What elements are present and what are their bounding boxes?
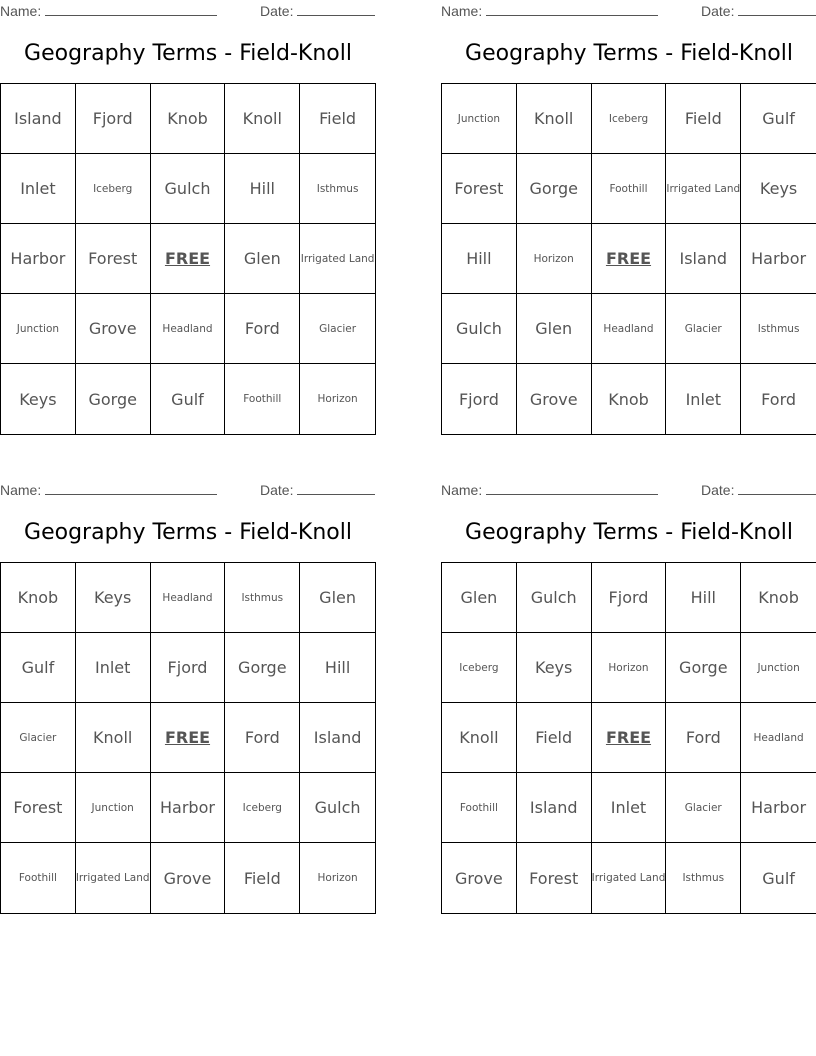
bingo-cell[interactable]: Harbor <box>741 224 816 294</box>
bingo-cell[interactable]: Forest <box>442 154 517 224</box>
bingo-cell[interactable]: Horizon <box>592 633 667 703</box>
date-label: Date: <box>260 482 294 498</box>
card-title: Geography Terms - Field-Knoll <box>465 41 793 66</box>
name-label: Name: <box>0 482 42 498</box>
name-label: Name: <box>0 3 42 19</box>
bingo-cell[interactable]: Island <box>1 84 76 154</box>
bingo-cell[interactable]: Field <box>666 84 741 154</box>
bingo-cell[interactable]: Foothill <box>1 843 76 913</box>
bingo-cell[interactable]: Gulch <box>442 294 517 364</box>
bingo-cell[interactable]: Knoll <box>76 703 151 773</box>
name-blank-line[interactable] <box>45 2 217 16</box>
bingo-cell[interactable]: Inlet <box>592 773 667 843</box>
bingo-cell[interactable]: Hill <box>225 154 300 224</box>
bingo-cell[interactable]: Harbor <box>741 773 816 843</box>
bingo-cell[interactable]: Harbor <box>151 773 226 843</box>
bingo-cell[interactable]: Iceberg <box>592 84 667 154</box>
bingo-cell[interactable]: Foothill <box>442 773 517 843</box>
bingo-card-3 <box>0 479 376 919</box>
bingo-cell[interactable]: Glacier <box>300 294 375 364</box>
bingo-cell[interactable]: Fjord <box>76 84 151 154</box>
free-space-cell[interactable]: FREE <box>151 224 226 294</box>
name-blank-line[interactable] <box>486 2 658 16</box>
bingo-cell[interactable]: Glacier <box>666 773 741 843</box>
date-field[interactable] <box>701 481 816 498</box>
bingo-cell[interactable]: Field <box>225 843 300 913</box>
bingo-cell[interactable]: Grove <box>442 843 517 913</box>
name-label: Name: <box>441 482 483 498</box>
bingo-cell[interactable]: Grove <box>76 294 151 364</box>
bingo-cell[interactable]: Hill <box>442 224 517 294</box>
bingo-cell[interactable]: Knob <box>592 364 667 434</box>
bingo-cell[interactable]: Hill <box>300 633 375 703</box>
bingo-cell[interactable]: Keys <box>741 154 816 224</box>
bingo-cell[interactable]: Field <box>300 84 375 154</box>
bingo-cell[interactable]: Junction <box>741 633 816 703</box>
name-field[interactable] <box>441 481 658 498</box>
bingo-cell[interactable]: Ford <box>666 703 741 773</box>
bingo-cell[interactable]: Knob <box>741 563 816 633</box>
bingo-cell[interactable]: Island <box>300 703 375 773</box>
free-space-cell[interactable]: FREE <box>592 703 667 773</box>
bingo-cell[interactable]: Iceberg <box>76 154 151 224</box>
bingo-cell[interactable]: Iceberg <box>442 633 517 703</box>
bingo-cell[interactable]: Gulf <box>1 633 76 703</box>
date-field[interactable] <box>260 2 375 19</box>
bingo-cell[interactable]: Irrigated Land <box>300 224 375 294</box>
bingo-cell[interactable]: Ford <box>761 389 797 409</box>
bingo-cell[interactable]: Glen <box>225 224 300 294</box>
free-space-cell[interactable]: FREE <box>151 703 226 773</box>
bingo-card-2 <box>441 0 816 440</box>
bingo-cell[interactable]: Gorge <box>517 154 592 224</box>
date-field[interactable] <box>701 2 816 19</box>
bingo-cell[interactable]: Knoll <box>442 703 517 773</box>
name-blank-line[interactable] <box>486 481 658 495</box>
card-title: Geography Terms - Field-Knoll <box>465 520 793 545</box>
bingo-cell[interactable]: Horizon <box>517 224 592 294</box>
bingo-cell[interactable]: Isthmus <box>300 154 375 224</box>
bingo-cell[interactable]: Headland <box>151 294 226 364</box>
free-space-cell[interactable]: FREE <box>592 224 667 294</box>
bingo-cell[interactable]: Gulf <box>151 364 226 434</box>
name-label: Name: <box>441 3 483 19</box>
bingo-grid <box>0 562 376 914</box>
bingo-cell[interactable]: Isthmus <box>741 294 816 364</box>
bingo-cell[interactable]: Gorge <box>666 633 741 703</box>
bingo-cell[interactable]: Isthmus <box>225 563 300 633</box>
name-field[interactable] <box>0 481 217 498</box>
bingo-cell[interactable]: Irrigated Land <box>592 843 667 913</box>
bingo-cell[interactable]: Foothill <box>225 364 300 434</box>
date-blank-line[interactable] <box>738 481 816 495</box>
bingo-cell[interactable]: Glacier <box>666 294 741 364</box>
date-label: Date: <box>260 3 294 19</box>
bingo-cell[interactable]: Junction <box>1 294 76 364</box>
bingo-cell[interactable]: Hill <box>666 563 741 633</box>
bingo-cell[interactable]: Glacier <box>1 703 76 773</box>
bingo-cell[interactable]: Fjord <box>442 364 517 434</box>
bingo-cell[interactable]: Fjord <box>151 633 226 703</box>
bingo-cell[interactable]: Glen <box>517 294 592 364</box>
bingo-grid <box>441 83 816 435</box>
bingo-cell[interactable]: Forest <box>1 773 76 843</box>
bingo-cell[interactable]: Gulch <box>517 563 592 633</box>
bingo-cell[interactable]: Grove <box>151 843 226 913</box>
bingo-card-4 <box>441 479 816 919</box>
date-blank-line[interactable] <box>738 2 816 16</box>
bingo-cell[interactable]: Knob <box>1 563 76 633</box>
bingo-cell[interactable]: Gorge <box>225 633 300 703</box>
name-field[interactable] <box>0 2 217 19</box>
date-blank-line[interactable] <box>297 481 375 495</box>
bingo-cell[interactable]: Forest <box>517 843 592 913</box>
bingo-cell[interactable]: Keys <box>1 364 76 434</box>
bingo-cell[interactable]: Fjord <box>592 563 667 633</box>
bingo-cell[interactable]: Foothill <box>592 154 667 224</box>
bingo-cell[interactable]: Irrigated Land <box>666 154 741 224</box>
bingo-cell[interactable]: Horizon <box>317 872 358 884</box>
bingo-card-1 <box>0 0 376 440</box>
bingo-cell[interactable]: Inlet <box>76 633 151 703</box>
bingo-cell[interactable]: Horizon <box>317 393 358 405</box>
bingo-cell[interactable]: Knob <box>151 84 226 154</box>
bingo-cell[interactable]: Keys <box>517 633 592 703</box>
bingo-cell[interactable]: Island <box>666 224 741 294</box>
bingo-cell[interactable]: Isthmus <box>666 843 741 913</box>
bingo-cell[interactable]: Inlet <box>1 154 76 224</box>
bingo-grid <box>441 562 816 914</box>
bingo-cell[interactable]: Headland <box>741 703 816 773</box>
bingo-cell[interactable]: Headland <box>151 563 226 633</box>
bingo-cell[interactable]: Gulf <box>741 84 816 154</box>
bingo-cell[interactable]: Ford <box>225 294 300 364</box>
name-field[interactable] <box>441 2 658 19</box>
card-title: Geography Terms - Field-Knoll <box>24 41 352 66</box>
bingo-cell[interactable]: Knoll <box>225 84 300 154</box>
bingo-cell[interactable]: Iceberg <box>225 773 300 843</box>
bingo-cell[interactable]: Harbor <box>1 224 76 294</box>
bingo-cell[interactable]: Island <box>517 773 592 843</box>
bingo-cell[interactable]: Ford <box>225 703 300 773</box>
bingo-cell[interactable]: Keys <box>76 563 151 633</box>
bingo-cell[interactable]: Knoll <box>517 84 592 154</box>
bingo-grid <box>0 83 376 435</box>
bingo-cell[interactable]: Gorge <box>76 364 151 434</box>
bingo-cell[interactable]: Inlet <box>666 364 741 434</box>
bingo-cell[interactable]: Grove <box>517 364 592 434</box>
bingo-cell[interactable]: Glen <box>300 563 375 633</box>
bingo-cell[interactable]: Irrigated Land <box>76 843 151 913</box>
date-field[interactable] <box>260 481 375 498</box>
bingo-cell[interactable]: Gulf <box>762 868 795 888</box>
bingo-cell[interactable]: Glen <box>442 563 517 633</box>
bingo-cell[interactable]: Junction <box>442 84 517 154</box>
name-blank-line[interactable] <box>45 481 217 495</box>
bingo-cell[interactable]: Headland <box>592 294 667 364</box>
bingo-cell[interactable]: Gulch <box>300 773 375 843</box>
date-label: Date: <box>701 482 735 498</box>
bingo-cell[interactable]: Junction <box>76 773 151 843</box>
date-label: Date: <box>701 3 735 19</box>
bingo-cell[interactable]: Field <box>517 703 592 773</box>
date-blank-line[interactable] <box>297 2 375 16</box>
bingo-cell[interactable]: Forest <box>76 224 151 294</box>
card-title: Geography Terms - Field-Knoll <box>24 520 352 545</box>
bingo-cell[interactable]: Gulch <box>151 154 226 224</box>
